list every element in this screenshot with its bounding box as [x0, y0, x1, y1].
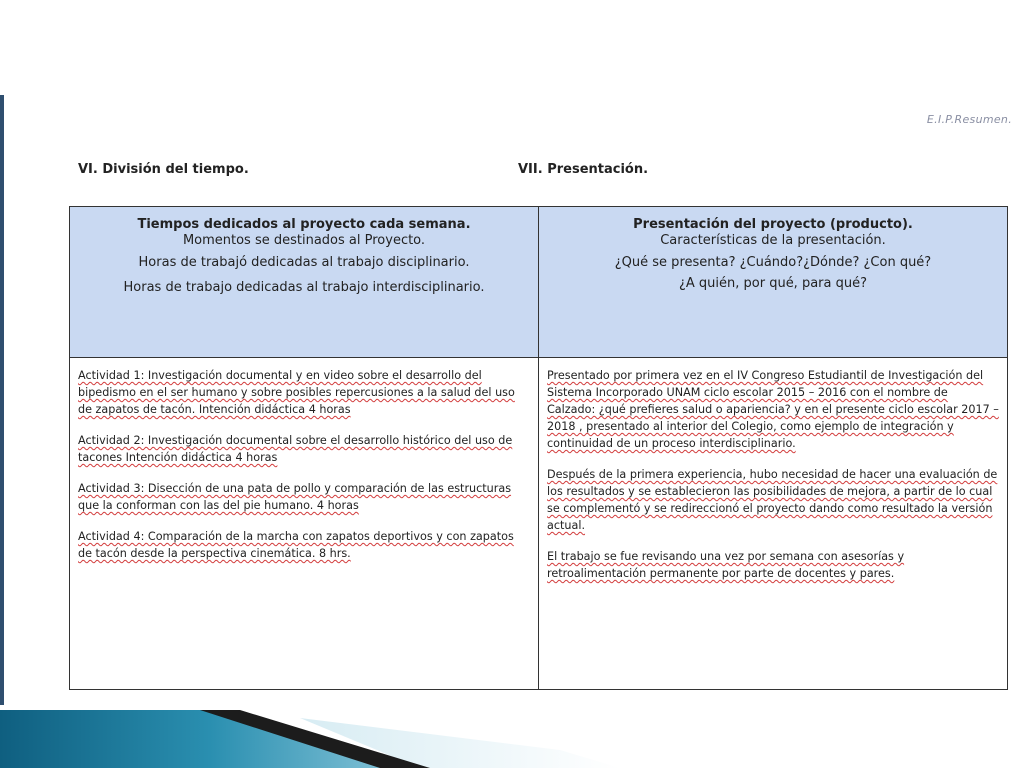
- header-cell-time: [70, 207, 539, 358]
- section-title-division: VI. División del tiempo.: [78, 162, 249, 177]
- presentation-paragraph: Después de la primera experiencia, hubo necesidad de hacer una evaluación de los resultados y se establecieron las posibilidades de mejora, a partir de lo cual se complementó y se redireccionó el proyecto dando como resultado la versión actual.: [547, 468, 998, 532]
- activity-paragraph: Actividad 2: Investigación documental sobre el desarrollo histórico del uso de tacones Intención didáctica 4 horas: [78, 434, 513, 464]
- section-title-presentation: VII. Presentación.: [518, 162, 649, 177]
- presentation-paragraph: Presentado por primera vez en el IV Congreso Estudiantil de Investigación del Sistema Incorporado UNAM ciclo escolar 2015 – 2016 con el nombre de Calzado: ¿qué prefieres salud o apariencia? y en el presente ciclo escolar 2017 – 2018 , presentado al interior del Colegio, como ejemplo de integración y continuidad de un proceso interdisciplinario.: [547, 369, 999, 450]
- presentation-cell: [539, 358, 1008, 690]
- presentation-paragraph: El trabajo se fue revisando una vez por semana con asesorías y retroalimentación permanente por parte de docentes y pares.: [547, 550, 905, 580]
- summary-table: [69, 206, 1008, 690]
- header-line: Características de la presentación.: [660, 233, 886, 248]
- header-title-presentation: Presentación del proyecto (producto).: [633, 217, 913, 232]
- footer-decoration: [0, 710, 1024, 768]
- header-line: ¿A quién, por qué, para qué?: [678, 276, 868, 291]
- header-line: Momentos se destinados al Proyecto.: [182, 233, 426, 248]
- header-tag: E.I.P.Resumen.: [926, 113, 1012, 126]
- header-title-time: Tiempos dedicados al proyecto cada semana.: [137, 217, 471, 232]
- header-cell-presentation: [539, 207, 1008, 358]
- header-line: ¿Qué se presenta? ¿Cuándo?¿Dónde? ¿Con qué?: [614, 255, 932, 270]
- activity-paragraph: Actividad 1: Investigación documental y en video sobre el desarrollo del bipedismo en el ser humano y sobre posibles repercusiones a la salud del uso de zapatos de tacón. Intención didáctica 4 horas: [78, 369, 515, 416]
- slide-left-bar: [0, 95, 4, 705]
- header-line: Horas de trabajó dedicadas al trabajo disciplinario.: [138, 255, 470, 270]
- activity-paragraph: Actividad 4: Comparación de la marcha con zapatos deportivos y con zapatos de tacón desde la perspectiva cinemática. 8 hrs.: [78, 530, 514, 560]
- header-line: Horas de trabajo dedicadas al trabajo interdisciplinario.: [123, 280, 485, 295]
- activity-paragraph: Actividad 3: Disección de una pata de pollo y comparación de las estructuras que la conforman con las del pie humano. 4 horas: [78, 482, 512, 512]
- activities-cell: [70, 358, 539, 690]
